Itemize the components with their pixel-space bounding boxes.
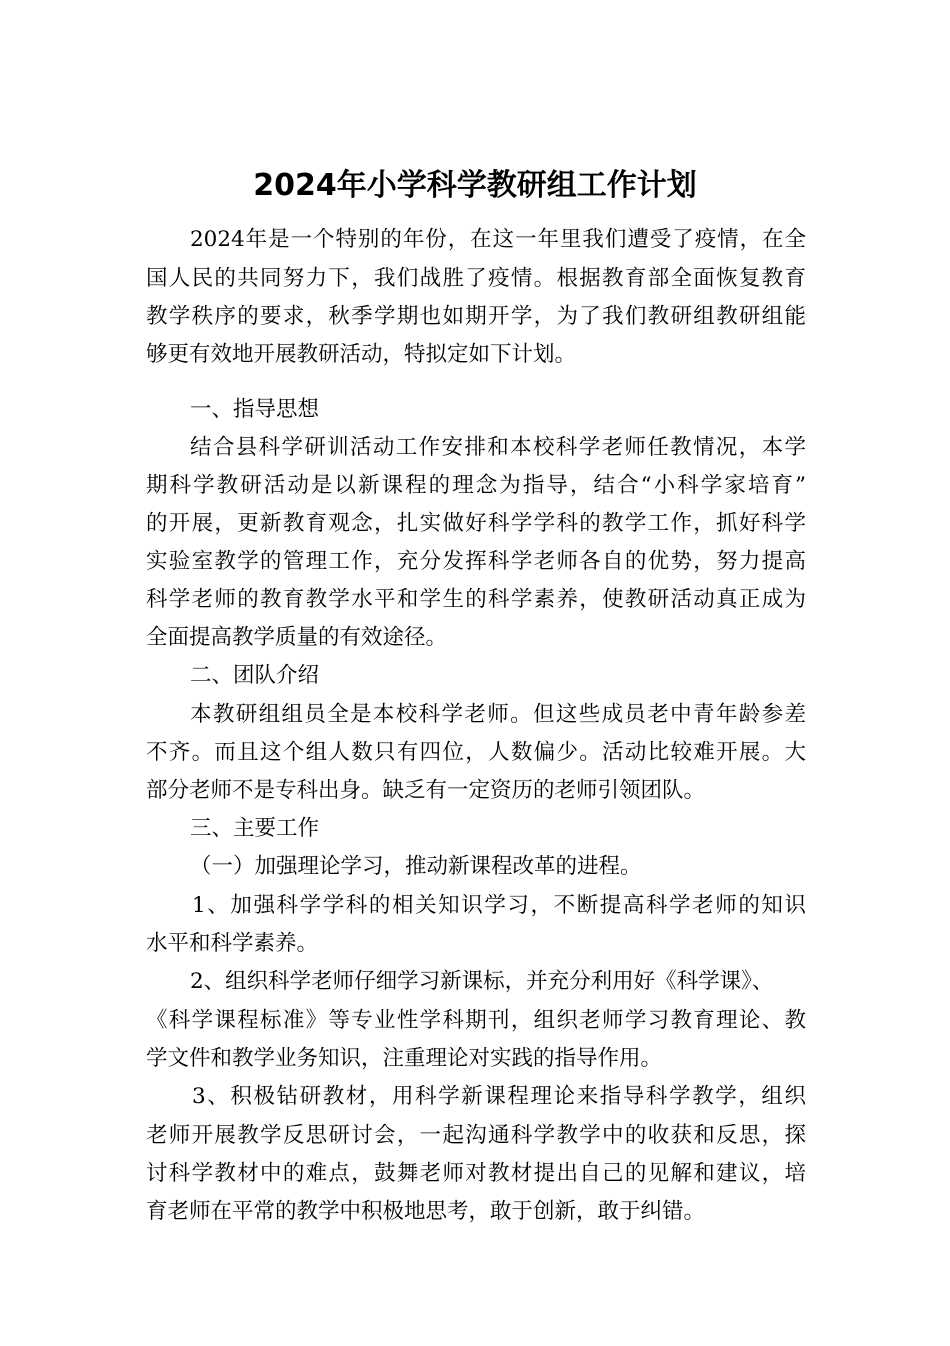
paragraph-line: 育老师在平常的教学中积极地思考，敢于创新，敢于纠错。 [146,1199,706,1224]
paragraph-line: 2024年是一个特别的年份，在这一年里我们遭受了疫情，在全 [190,227,806,252]
paragraph-line: 科学老师的教育教学水平和学生的科学素养，使教研活动真正成为 [146,587,806,612]
paragraph-line: 教学秩序的要求，秋季学期也如期开学，为了我们教研组教研组能 [146,304,806,329]
section-heading: 二、团队介绍 [190,663,320,688]
paragraph-line: 实验室教学的管理工作，充分发挥科学老师各自的优势，努力提高 [146,549,806,574]
paragraph-line: 期科学教研活动是以新课程的理念为指导，结合“小科学家培育” [146,473,806,498]
paragraph-line: 够更有效地开展教研活动，特拟定如下计划。 [146,342,577,367]
paragraph-line: 学文件和教学业务知识，注重理论对实践的指导作用。 [146,1046,663,1071]
paragraph-line: 1、加强科学学科的相关知识学习，不断提高科学老师的知识 [192,893,806,918]
paragraph-line: 3、积极钻研教材，用科学新课程理论来指导科学教学，组织 [192,1084,806,1109]
subsection-heading: （一）加强理论学习，推动新课程改革的进程。 [190,854,642,879]
paragraph-line: 结合县科学研训活动工作安排和本校科学老师任教情况，本学 [190,435,806,460]
section-heading: 一、指导思想 [190,397,320,422]
document-title: 2024年小学科学教研组工作计划 [253,168,697,203]
paragraph-line: 讨科学教材中的难点，鼓舞老师对教材提出自己的见解和建议，培 [146,1161,806,1186]
paragraph-line: 《科学课程标准》等专业性学科期刊，组织老师学习教育理论、教 [146,1008,806,1033]
paragraph-line: 水平和科学素养。 [146,931,319,956]
paragraph-line: 部分老师不是专科出身。缺乏有一定资历的老师引领团队。 [146,778,706,803]
paragraph-line: 本教研组组员全是本校科学老师。但这些成员老中青年龄参差 [190,702,806,727]
paragraph-line: 不齐。而且这个组人数只有四位，人数偏少。活动比较难开展。大 [146,740,806,765]
paragraph-line: 全面提高教学质量的有效途径。 [146,625,448,650]
paragraph-line: 的开展，更新教育观念，扎实做好科学学科的教学工作，抓好科学 [146,511,806,536]
paragraph-line: 老师开展教学反思研讨会，一起沟通科学教学中的收获和反思，探 [146,1123,806,1148]
paragraph-line: 国人民的共同努力下，我们战胜了疫情。根据教育部全面恢复教育 [146,266,806,291]
section-heading: 三、主要工作 [190,816,320,841]
paragraph-line: 2、组织科学老师仔细学习新课标，并充分利用好《科学课》、 [190,969,774,994]
